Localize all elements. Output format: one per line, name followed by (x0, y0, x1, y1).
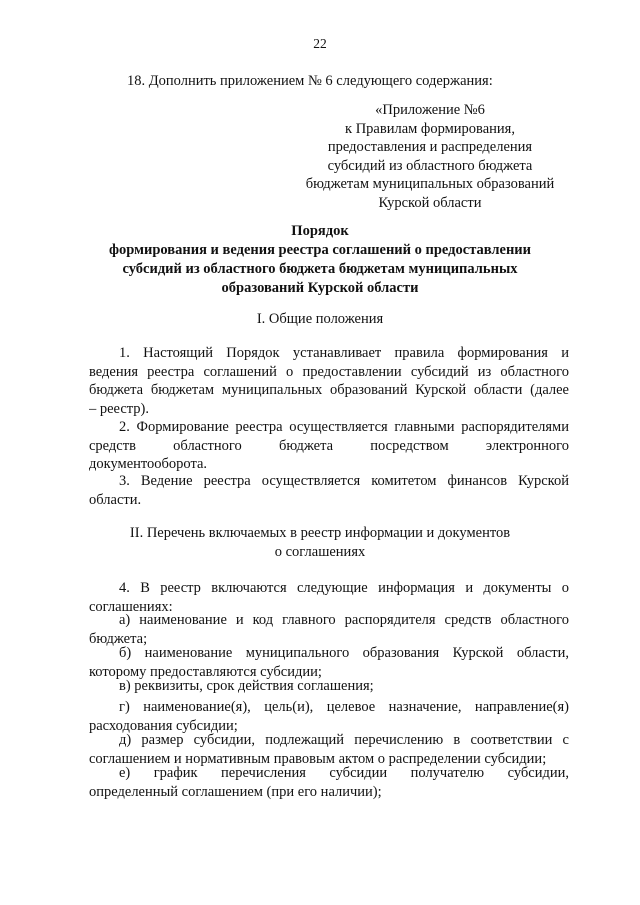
appendix-line: субсидий из областного бюджета (327, 157, 533, 174)
paragraph-line: области. (89, 491, 142, 508)
paragraph-2 (89, 418, 569, 474)
paragraph-line: в) реквизиты, срок действия соглашения; (119, 678, 374, 694)
page-number: 22 (313, 36, 327, 51)
paragraph-line: соглашением и нормативным правовым актом о распределении субсидии; (89, 750, 547, 767)
appendix-line: бюджетам муниципальных образований (305, 176, 555, 193)
paragraph-line: документооборота. (89, 456, 208, 472)
paragraph-line: б) наименование муниципального образования Курской области, (119, 645, 569, 661)
paragraph-line: 1. Настоящий Порядок устанавливает правила формирования и (119, 345, 569, 361)
paragraph-line: 4. В реестр включаются следующие информация и документы о (119, 580, 569, 596)
list-item-d (89, 731, 569, 768)
section-heading-line: II. Перечень включаемых в реестр информации и документов (129, 525, 511, 541)
paragraph-line: – реестр). (89, 400, 150, 417)
paragraph-line: расходования субсидии; (89, 717, 238, 734)
title-line: формирования и ведения реестра соглашений о предоставлении (108, 242, 532, 258)
document-title (40, 222, 600, 298)
paragraph-line: бюджета; (89, 630, 148, 647)
paragraph-line: 2. Формирование реестра осуществляется главными распорядителями (119, 419, 569, 435)
appendix-reference (300, 101, 560, 213)
paragraph-1 (89, 344, 569, 418)
appendix-line: предоставления и распределения (327, 139, 533, 156)
paragraph-line: ведения реестра соглашений о предоставлении субсидий из областного (89, 363, 569, 380)
title-line: Порядок (291, 223, 349, 239)
intro-line: 18. Дополнить приложением № 6 следующего содержания: (127, 73, 493, 89)
section-heading-line: о соглашениях (274, 544, 366, 560)
paragraph-line: 3. Ведение реестра осуществляется комитетом финансов Курской (119, 473, 569, 489)
section-heading-line: I. Общие положения (256, 311, 384, 327)
paragraph-line: средств областного бюджета посредством электронного (89, 437, 569, 454)
paragraph-line: которому предоставляются субсидии; (89, 663, 322, 680)
paragraph-line: е) график перечисления субсидии получателю субсидии, (119, 765, 569, 781)
appendix-line: Курской области (378, 194, 482, 211)
title-line: субсидий из областного бюджета бюджетам муниципальных (122, 261, 518, 277)
section-heading-2 (40, 524, 600, 562)
paragraph-line: определенный соглашением (при его наличии); (89, 783, 382, 800)
paragraph-line: бюджета бюджетам муниципальных образований Курской области (далее (89, 382, 569, 398)
list-item-v (89, 677, 569, 696)
list-item-a (89, 611, 569, 648)
list-item-g (89, 698, 569, 735)
section-heading-1 (40, 310, 600, 329)
paragraph-line: г) наименование(я), цель(и), целевое назначение, направление(я) (119, 699, 569, 715)
appendix-line: «Приложение №6 (375, 102, 485, 118)
appendix-line: к Правилам формирования, (345, 120, 515, 137)
paragraph-line: соглашениях: (89, 598, 173, 615)
title-line: образований Курской области (221, 280, 419, 296)
list-item-b (89, 644, 569, 681)
list-item-e (89, 764, 569, 801)
paragraph-3 (89, 472, 569, 509)
paragraph-line: д) размер субсидии, подлежащий перечислению в соответствии с (119, 732, 569, 748)
paragraph-line: а) наименование и код главного распорядителя средств областного (119, 612, 569, 628)
